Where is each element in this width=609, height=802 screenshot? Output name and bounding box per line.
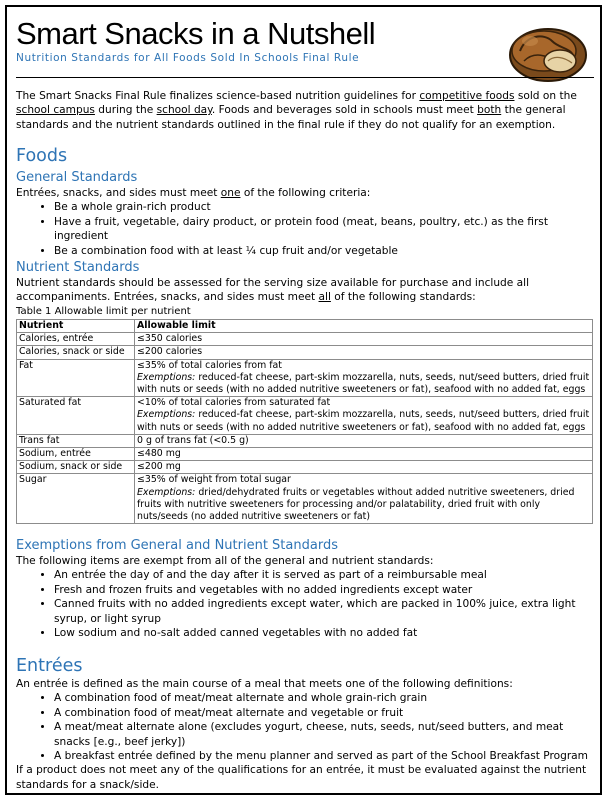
- nutrient-cell: Sodium, snack or side: [17, 461, 135, 474]
- entrees-heading: Entrées: [16, 656, 83, 676]
- column-header: Allowable limit: [135, 320, 593, 333]
- general-standards-list: [16, 200, 594, 258]
- nutrient-table-section: [16, 305, 594, 524]
- table-row: [17, 448, 593, 461]
- exemptions-lead: The following items are exempt from all of the general and nutrient standards:: [16, 555, 434, 567]
- limit-cell: [135, 474, 593, 524]
- nutrient-standards-heading: Nutrient Standards: [16, 260, 140, 276]
- exemptions-text: reduced-fat cheese, part-skim mozzarella, nuts, seeds, nut/seed butters, dried fruit with nuts or seeds (with no added nutritive sweeteners or fat), seafood with no added fat, eggs: [137, 371, 590, 396]
- nutrient-cell: Saturated fat: [17, 397, 135, 435]
- nutrient-cell: Calories, snack or side: [17, 346, 135, 359]
- page-subtitle: Nutrition Standards for All Foods Sold In Schools Final Rule: [16, 52, 360, 64]
- exemptions-label: Exemptions:: [137, 371, 196, 383]
- document-page: [5, 5, 602, 795]
- list-item: • Be a whole grain-rich product: [54, 200, 594, 214]
- limit-cell: ≤200 calories: [135, 346, 593, 359]
- list-item: • Fresh and frozen fruits and vegetables with no added ingredients except water: [54, 583, 594, 597]
- table-row: [17, 434, 593, 447]
- nut-icon: [504, 21, 588, 85]
- exemptions-list: [16, 568, 594, 640]
- limit-cell: [135, 397, 593, 435]
- nutrient-cell: Trans fat: [17, 434, 135, 447]
- list-item: • An entrée the day of and the day after it is served as part of a reimbursable meal: [54, 568, 594, 582]
- foods-heading: Foods: [16, 146, 68, 166]
- foods-section: [16, 145, 594, 305]
- table-row: [17, 359, 593, 397]
- nutrient-cell: Calories, entrée: [17, 333, 135, 346]
- limit-cell: [135, 359, 593, 397]
- list-item: • Low sodium and no-salt added canned vegetables with no added fat: [54, 626, 594, 640]
- limit-text: ≤35% of total calories from fat: [137, 359, 282, 371]
- entrees-section: [16, 655, 594, 792]
- entrees-list: [16, 691, 594, 763]
- limit-cell: ≤200 mg: [135, 461, 593, 474]
- limit-cell: 0 g of trans fat (<0.5 g): [135, 434, 593, 447]
- nutrient-cell: Fat: [17, 359, 135, 397]
- nutrient-cell: Sugar: [17, 474, 135, 524]
- nutrient-cell: Sodium, entrée: [17, 448, 135, 461]
- table-row: [17, 333, 593, 346]
- list-item: • Canned fruits with no added ingredients except water, which are packed in 100% juice, extra light syrup, or light syrup: [54, 597, 594, 626]
- table-header-row: [17, 320, 593, 333]
- limit-cell: ≤480 mg: [135, 448, 593, 461]
- nutrient-standards-lead: Nutrient standards should be assessed for the serving size available for purchase and include all accompaniments. Entrées, snacks, and sides must meet all of the following standards:: [16, 277, 530, 304]
- exemptions-label: Exemptions:: [137, 486, 196, 498]
- page-title: Smart Snacks in a Nutshell: [16, 16, 376, 51]
- intro-paragraph: The Smart Snacks Final Rule finalizes science-based nutrition guidelines for competitive foods sold on the school campus during the school day. Foods and beverages sold in schools must meet both the general standards and the nutrient standards outlined in the final rule if they do not qualify for an exemption.: [16, 90, 577, 131]
- entrees-closing: If a product does not meet any of the qualifications for an entrée, it must be evaluated against the nutrient standards for a snack/side.: [16, 764, 587, 791]
- limit-cell: ≤350 calories: [135, 333, 593, 346]
- list-item: • Be a combination food with at least ¼ cup fruit and/or vegetable: [54, 244, 594, 258]
- general-standards-heading: General Standards: [16, 170, 138, 185]
- list-item: • A meat/meat alternate alone (excludes yogurt, cheese, nuts, seeds, nut/seed butters, and meat snacks [e.g., beef jerky]): [54, 720, 594, 749]
- exemptions-text: reduced-fat cheese, part-skim mozzarella, nuts, seeds, nut/seed butters, dried fruit with nuts or seeds (with no added nutritive sweeteners or fat), seafood with no added fat, eggs: [137, 409, 590, 433]
- list-item: • A combination food of meat/meat alternate and whole grain-rich grain: [54, 691, 594, 705]
- exemptions-text: dried/dehydrated fruits or vegetables without added nutritive sweeteners, dried fruits with nutritive sweeteners for processing and/or palatability, dried fruit with only nuts/seeds (no added nutritive sweeteners or fat): [137, 486, 575, 523]
- list-item: • A combination food of meat/meat alternate and vegetable or fruit: [54, 706, 594, 720]
- exemptions-heading: Exemptions from General and Nutrient Standards: [16, 538, 338, 553]
- column-header: Nutrient: [17, 320, 135, 333]
- header-rule: [16, 77, 594, 78]
- table-row: [17, 397, 593, 435]
- table-row: [17, 461, 593, 474]
- table-caption: Table 1 Allowable limit per nutrient: [16, 306, 191, 317]
- document-content: [16, 16, 594, 791]
- limit-text: <10% of total calories from saturated fat: [137, 397, 331, 409]
- exemptions-label: Exemptions:: [137, 409, 196, 421]
- table-row: [17, 346, 593, 359]
- list-item: • Have a fruit, vegetable, dairy product, or protein food (meat, beans, poultry, etc.) as the first ingredient: [54, 215, 594, 244]
- nutrient-table: [16, 319, 593, 524]
- general-standards-lead: Entrées, snacks, and sides must meet one of the following criteria:: [16, 187, 371, 199]
- table-row: [17, 474, 593, 524]
- exemptions-section: [16, 537, 594, 640]
- limit-text: ≤35% of weight from total sugar: [137, 474, 291, 486]
- list-item: • A breakfast entrée defined by the menu planner and served as part of the School Breakfast Program: [54, 749, 594, 763]
- entrees-lead: An entrée is defined as the main course of a meal that meets one of the following definitions:: [16, 678, 513, 690]
